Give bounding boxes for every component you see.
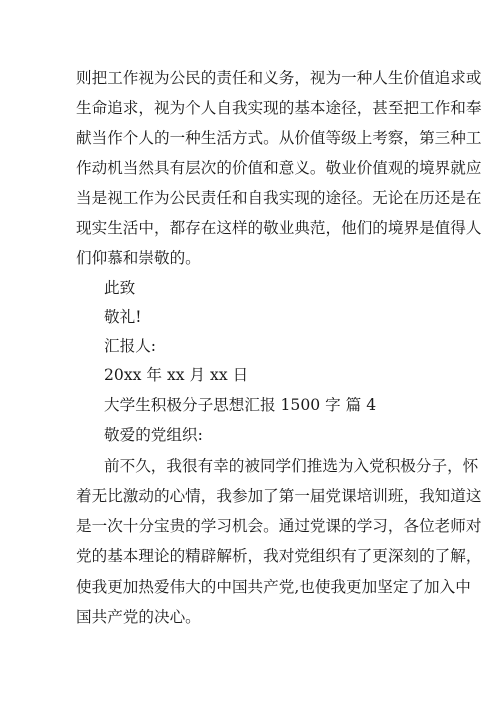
report-date: 20xx 年 xx 月 xx 日 [104,366,249,384]
paragraph-line: 国共产党的决心。 [76,608,201,626]
paragraph-line: 前不久，我很有幸的被同学们推选为入党积极分子，怀 [104,457,479,475]
paragraph-line: 则把工作视为公民的责任和义务，视为一种人生价值追求或 [76,69,482,87]
section-title: 大学生积极分子思想汇报 1500 字 篇 4 [104,396,377,414]
paragraph-line: 是一次十分宝贵的学习机会。通过党课的学习，各位老师对 [76,517,482,535]
paragraph-line: 党的基本理论的精辟解析，我对党组织有了更深刻的了解， [76,547,482,565]
paragraph-line: 作动机当然具有层次的价值和意义。敬业价值观的境界就应 [76,159,482,177]
paragraph-line: 生命追求，视为个人自我实现的基本途径，甚至把工作和奉 [76,99,482,117]
letter-greeting: 敬爱的党组织: [104,426,203,444]
paragraph-line: 现实生活中，都存在这样的敬业典范，他们的境界是值得人 [76,219,482,237]
closing-salute: 敬礼! [104,308,142,326]
paragraph-line: 当是视工作为公民责任和自我实现的途径。无论在历还是在 [76,189,482,207]
closing-salutation: 此致 [104,279,136,297]
paragraph-line: 献当作个人的一种生活方式。从价值等级上考察，第三种工 [76,129,482,147]
paragraph-line: 使我更加热爱伟大的中国共产党,也使我更加坚定了加入中 [76,578,471,596]
reporter-label: 汇报人: [104,337,157,355]
paragraph-line: 着无比激动的心情，我参加了第一届党课培训班，我知道这 [76,487,482,505]
paragraph-line: 们仰慕和崇敬的。 [76,249,201,267]
